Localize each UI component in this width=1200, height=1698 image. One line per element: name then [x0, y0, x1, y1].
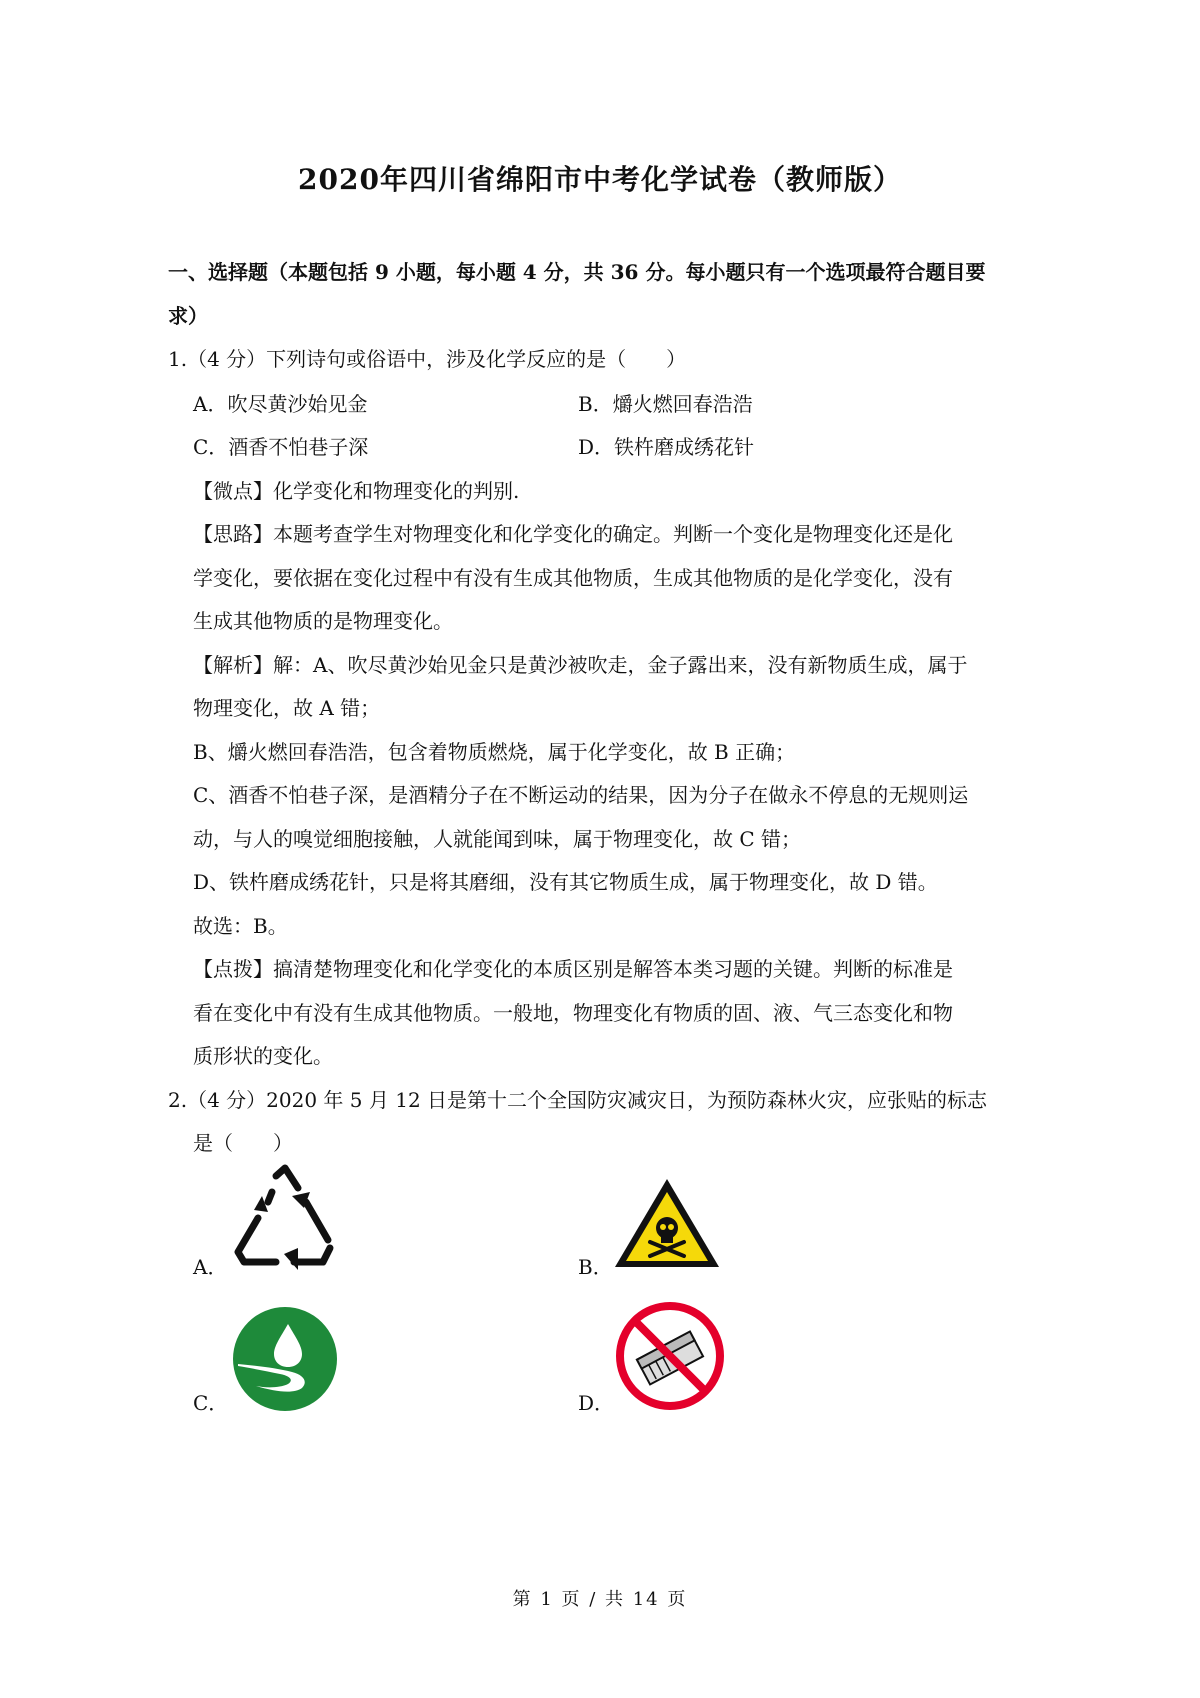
q1-jiexi: B、爝火燃回春浩浩，包含着物质燃烧，属于化学变化，故 B 正确；	[193, 740, 796, 764]
page-title: 2020年四川省绵阳市中考化学试卷（教师版）	[298, 163, 902, 196]
q1-stem: 1.（4 分）下列诗句或俗语中，涉及化学反应的是（ ）	[168, 347, 687, 371]
recycle-icon	[228, 1162, 343, 1270]
q1-jiexi: D、铁杵磨成绣花针，只是将其磨细，没有其它物质生成，属于物理变化，故 D 错。	[193, 870, 938, 894]
q1-option-c: C．酒香不怕巷子深	[193, 435, 369, 459]
q1-jiexi: 物理变化，故 A 错；	[193, 696, 381, 720]
q2-option-c-label: C．	[193, 1391, 229, 1415]
q1-jiexi: C、酒香不怕巷子深，是酒精分子在不断运动的结果，因为分子在做永不停息的无规则运	[193, 783, 969, 807]
q2-stem: 是（ ）	[193, 1131, 293, 1155]
q1-dianbo: 看在变化中有没有生成其他物质。一般地，物理变化有物质的固、液、气三态变化和物	[193, 1001, 953, 1025]
q1-dianbo: 质形状的变化。	[193, 1044, 333, 1068]
toxic-warning-icon	[612, 1176, 722, 1270]
water-saving-icon	[232, 1306, 338, 1412]
q1-silu: 【思路】本题考查学生对物理变化和化学变化的确定。判断一个变化是物理变化还是化	[193, 522, 953, 546]
q1-option-b: B．爝火燃回春浩浩	[578, 392, 753, 416]
q1-jiexi: 动，与人的嗅觉细胞接触，人就能闻到味，属于物理变化，故 C 错；	[193, 827, 802, 851]
q1-option-a: A．吹尽黄沙始见金	[193, 392, 368, 416]
q1-jiexi: 【解析】解：A、吹尽黄沙始见金只是黄沙被吹走，金子露出来，没有新物质生成，属于	[193, 653, 968, 677]
q2-option-a-label: A．	[193, 1255, 228, 1279]
q2-stem: 2.（4 分）2020 年 5 月 12 日是第十二个全国防灾减灾日，为预防森林火灾，应张贴的标志	[168, 1088, 988, 1112]
q1-silu: 学变化，要依据在变化过程中有没有生成其他物质，生成其他物质的是化学变化，没有	[193, 566, 953, 590]
q1-answer: 故选：B。	[193, 914, 288, 938]
q2-option-b-label: B．	[578, 1255, 613, 1279]
q1-dianbo: 【点拨】搞清楚物理变化和化学变化的本质区别是解答本类习题的关键。判断的标准是	[193, 957, 953, 981]
page-footer: 第 1 页 / 共 14 页	[512, 1589, 688, 1610]
section-heading: 一、选择题（本题包括 9 小题，每小题 4 分，共 36 分。每小题只有一个选项最符合题目要	[168, 260, 986, 284]
no-matches-icon	[616, 1302, 724, 1410]
q1-weidian: 【微点】化学变化和物理变化的判别.	[193, 479, 520, 503]
q1-option-d: D．铁杵磨成绣花针	[578, 435, 755, 459]
q2-option-d-label: D．	[578, 1391, 615, 1415]
section-heading-cont: 求）	[168, 304, 208, 328]
q1-silu: 生成其他物质的是物理变化。	[193, 609, 453, 633]
